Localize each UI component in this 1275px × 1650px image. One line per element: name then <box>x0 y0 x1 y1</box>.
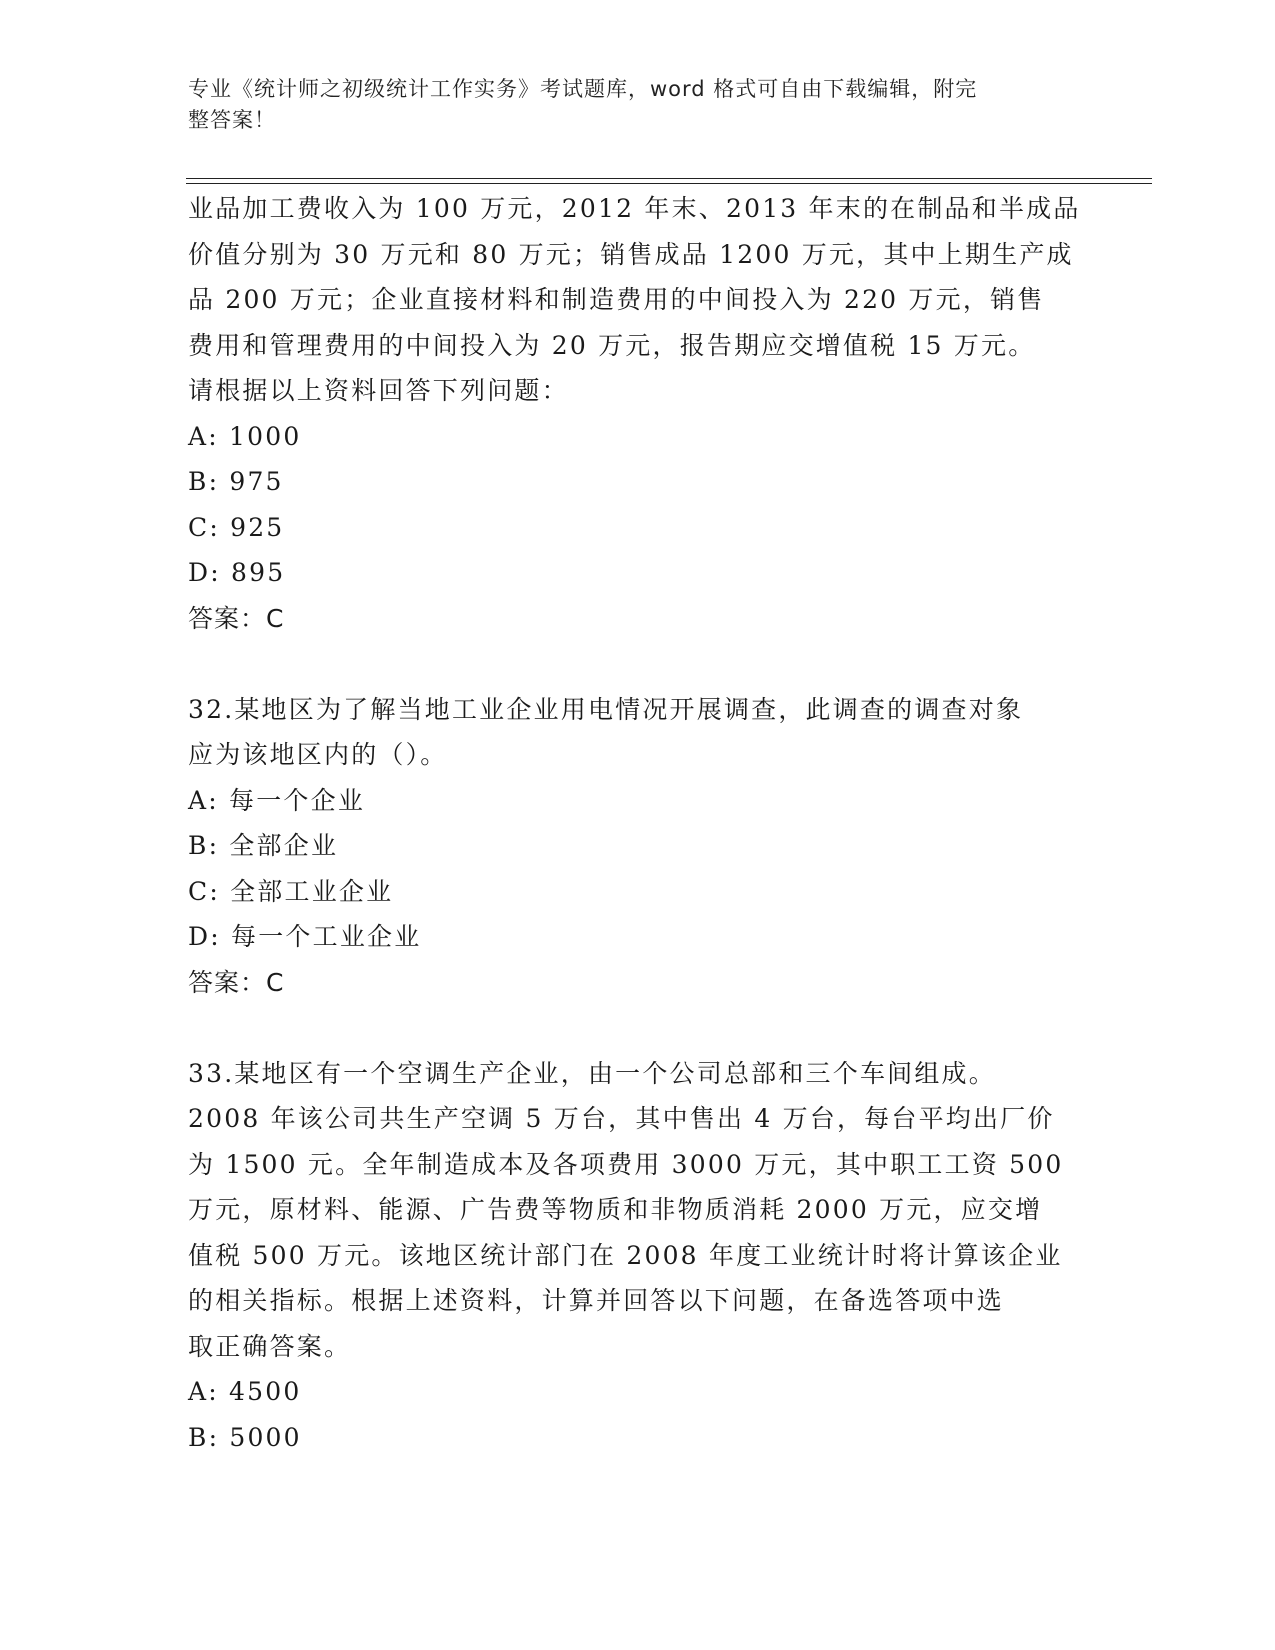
header-divider-bottom <box>186 183 1152 184</box>
option-b: B: 全部企业 <box>188 831 339 860</box>
question-text-line: 取正确答案。 <box>188 1331 352 1361</box>
option-b: B: 5000 <box>188 1422 302 1452</box>
answer-label: 答案：C <box>188 603 285 633</box>
question-text-line: 为 1500 元。全年制造成本及各项费用 3000 万元，其中职工工资 500 <box>188 1149 1064 1179</box>
option-d: D: 每一个工业企业 <box>188 922 422 951</box>
question-text-line: 32.某地区为了解当地工业企业用电情况开展调查，此调查的调查对象 <box>188 694 1024 724</box>
answer-label: 答案：C <box>188 967 285 997</box>
question-text-line: 费用和管理费用的中间投入为 20 万元，报告期应交增值税 15 万元。 <box>188 330 1036 360</box>
question-text-line: 业品加工费收入为 100 万元，2012 年末、2013 年末的在制品和半成品 <box>188 194 1081 223</box>
header-line-2: 整答案！ <box>188 108 276 132</box>
question-text-line: 价值分别为 30 万元和 80 万元；销售成品 1200 万元，其中上期生产成 <box>188 239 1074 269</box>
question-text-line: 值税 500 万元。该地区统计部门在 2008 年度工业统计时将计算该企业 <box>188 1240 1063 1270</box>
option-c: C: 全部工业企业 <box>188 876 394 906</box>
question-text-line: 万元，原材料、能源、广告费等物质和非物质消耗 2000 万元，应交增 <box>188 1195 1043 1224</box>
question-33 <box>188 1051 1078 1461</box>
option-a: A: 4500 <box>188 1377 302 1406</box>
question-text-line: 品 200 万元；企业直接材料和制造费用的中间投入为 220 万元，销售 <box>188 285 1045 314</box>
option-b: B: 975 <box>188 467 284 496</box>
question-text-line: 应为该地区内的（）。 <box>188 740 448 769</box>
header-line-1: 专业《统计师之初级统计工作实务》考试题库，word 格式可自由下载编辑，附完 <box>188 77 978 101</box>
question-31 <box>188 186 1081 641</box>
page-header <box>188 74 1068 136</box>
question-32 <box>188 687 1078 1006</box>
option-a: A: 1000 <box>188 421 302 451</box>
spacer <box>188 1005 1078 1051</box>
option-d: D: 895 <box>188 558 286 587</box>
option-a: A: 每一个企业 <box>188 785 366 815</box>
header-divider-top <box>186 178 1152 179</box>
question-text-line: 的相关指标。根据上述资料，计算并回答以下问题，在备选答项中选 <box>188 1286 1005 1315</box>
spacer <box>188 641 1078 687</box>
question-text-line: 33.某地区有一个空调生产企业，由一个公司总部和三个车间组成。 <box>188 1058 996 1088</box>
option-c: C: 925 <box>188 512 285 542</box>
document-body <box>188 186 1081 1460</box>
question-text-line: 2008 年该公司共生产空调 5 万台，其中售出 4 万台，每台平均出厂价 <box>188 1104 1055 1133</box>
question-text-line: 请根据以上资料回答下列问题： <box>188 376 569 405</box>
